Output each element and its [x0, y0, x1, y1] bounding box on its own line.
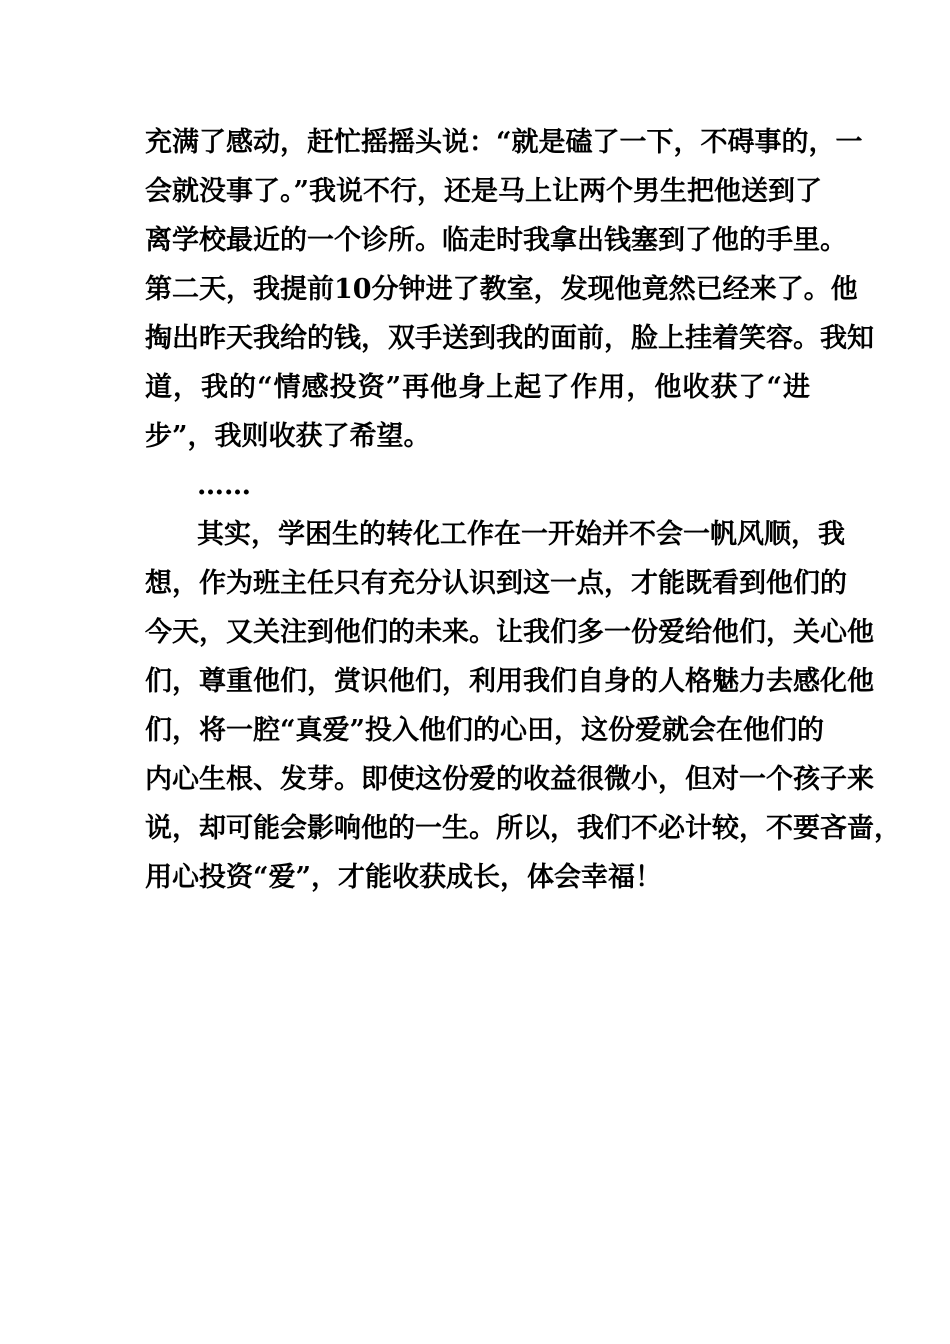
document-body	[145, 118, 901, 902]
paragraph-line: 离学校最近的一个诊所。临走时我拿出钱塞到了他的手里。	[145, 225, 847, 256]
paragraph-line: 第二天，我提前10分钟进了教室，发现他竟然已经来了。他	[145, 274, 858, 305]
paragraph-line: 内心生根、发芽。即使这份爱的收益很微小，但对一个孩子来	[145, 764, 874, 795]
paragraph-line: 用心投资“爱”，才能收获成长，体会幸福！	[145, 862, 663, 893]
paragraph-line: 步”，我则收获了希望。	[145, 421, 431, 452]
paragraph-line: 会就没事了。”我说不行，还是马上让两个男生把他送到了	[145, 176, 823, 207]
paragraph-line: 道，我的“情感投资”再他身上起了作用，他收获了“进	[145, 372, 810, 403]
paragraph-line: 说，却可能会影响他的一生。所以，我们不必计较，不要吝啬，	[145, 813, 901, 844]
ellipsis-separator	[145, 461, 810, 510]
paragraph-2	[145, 510, 901, 902]
paragraph-line: 们，将一腔“真爱”投入他们的心田，这份爱就会在他们的	[145, 715, 825, 746]
paragraph-line: 充满了感动，赶忙摇摇头说：“就是磕了一下，不碍事的，一	[145, 127, 863, 158]
ellipsis-text: ……	[197, 470, 251, 501]
paragraph-line: 今天，又关注到他们的未来。让我们多一份爱给他们，关心他	[145, 617, 874, 648]
paragraph-line: 掏出昨天我给的钱，双手送到我的面前，脸上挂着笑容。我知	[145, 323, 874, 354]
paragraph-line: 其实，学困生的转化工作在一开始并不会一帆风顺，我	[197, 519, 845, 550]
paragraph-line: 想，作为班主任只有充分认识到这一点，才能既看到他们的	[145, 568, 847, 599]
paragraph-line: 们，尊重他们，赏识他们，利用我们自身的人格魅力去感化他	[145, 666, 874, 697]
paragraph-1	[145, 118, 874, 461]
